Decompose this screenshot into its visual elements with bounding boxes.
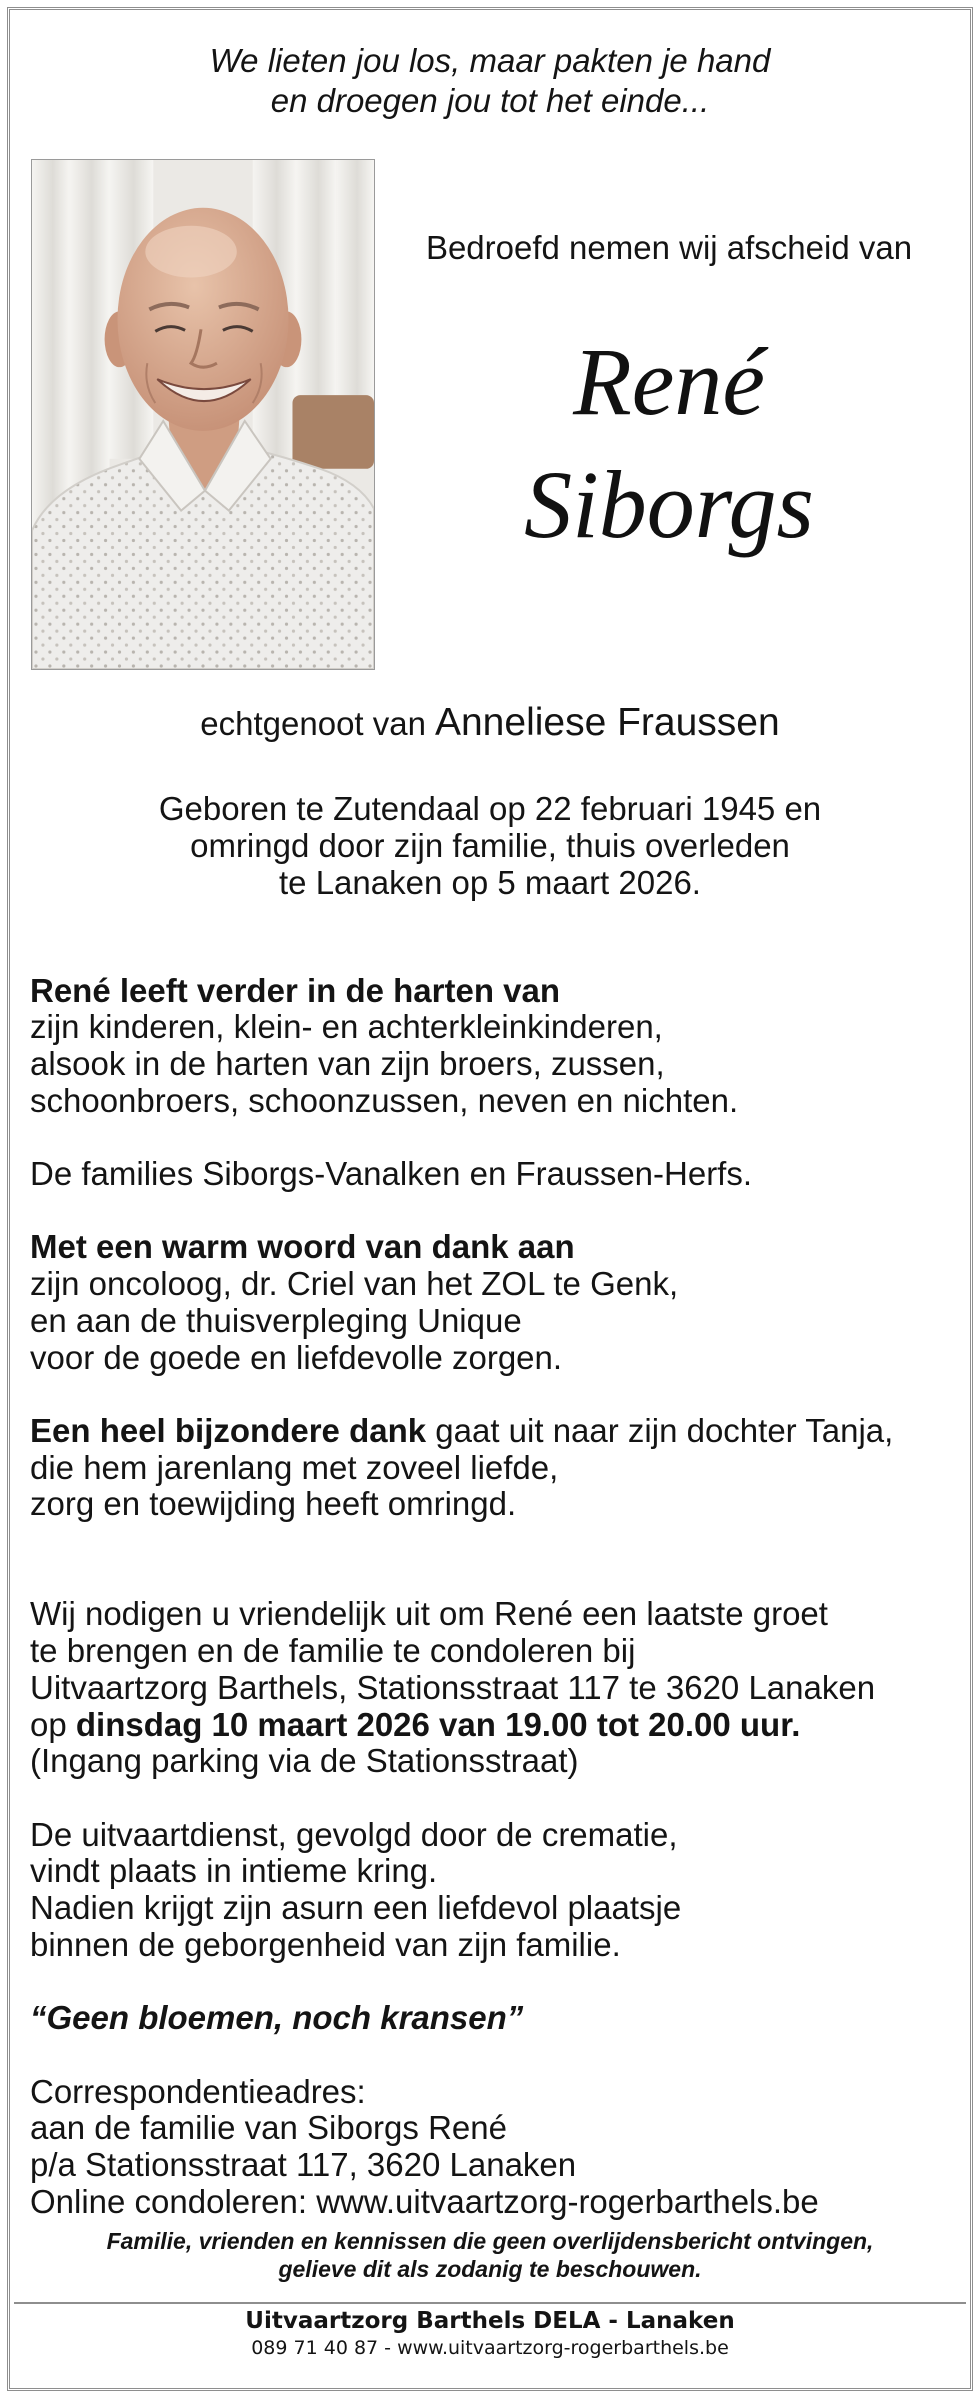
service-line: vindt plaats in intieme kring. xyxy=(30,1852,438,1890)
visitation-time-line xyxy=(30,1707,960,1744)
notice-line: Familie, vrienden en kennissen die geen overlijdensbericht ontvingen, xyxy=(106,2228,874,2254)
portrait-photo xyxy=(31,159,375,670)
chair-back xyxy=(292,395,374,469)
online-condolences-line xyxy=(30,2184,960,2221)
portrait-drawing xyxy=(32,160,374,669)
birth-death-line: te Lanaken op 5 maart 2026. xyxy=(279,864,701,901)
special-thanks-line: die hem jarenlang met zoveel liefde, xyxy=(30,1448,559,1486)
thanks-line: en aan de thuisverpleging Unique xyxy=(30,1301,522,1339)
spouse-line xyxy=(0,701,980,753)
blank-line xyxy=(30,1963,960,2000)
notice-line: gelieve dit als zodanig te beschouwen. xyxy=(278,2256,702,2282)
survivors-line: alsook in de harten van zijn broers, zussen, xyxy=(30,1045,665,1082)
online-condolences-label: Online condoleren: xyxy=(30,2182,308,2220)
visitation-time-prefix: op xyxy=(30,1705,76,1743)
spouse-name: Anneliese Fraussen xyxy=(434,701,780,744)
curtain-fold xyxy=(336,160,374,399)
survivors-line: schoonbroers, schoonzussen, neven en nichten. xyxy=(30,1081,739,1119)
families-line: De families Siborgs-Vanalken en Fraussen-Herfs. xyxy=(30,1155,753,1193)
special-thanks-line xyxy=(30,1413,960,1450)
service-line: binnen de geborgenheid van zijn familie. xyxy=(30,1925,621,1963)
visitation-note: (Ingang parking via de Stationsstraat) xyxy=(30,1742,579,1780)
intro-text: Bedroefd nemen wij afscheid van xyxy=(425,229,913,266)
deceased-first-name: René xyxy=(573,328,765,435)
blank-line xyxy=(30,1780,960,1817)
blank-line xyxy=(30,1119,960,1156)
thanks-heading: Met een warm woord van dank aan xyxy=(30,1228,575,1266)
blank-line xyxy=(30,1560,960,1597)
blank-line xyxy=(30,2037,960,2074)
blank-line xyxy=(30,1193,960,1230)
special-thanks-bold: Een heel bijzondere dank xyxy=(30,1411,427,1449)
birth-death-line: Geboren te Zutendaal op 22 februari 1945 en xyxy=(158,790,822,827)
notice xyxy=(0,2227,980,2283)
thanks-line: zijn oncoloog, dr. Criel van het ZOL te Genk, xyxy=(30,1265,679,1303)
birth-death-info xyxy=(0,790,980,901)
funeral-home-name: Uitvaartzorg Barthels DELA - Lanaken xyxy=(245,2308,735,2334)
online-condolences-url: www.uitvaartzorg-rogerbarthels.be xyxy=(316,2182,819,2220)
deceased-last-name: Siborgs xyxy=(524,451,814,558)
spouse-prefix: echtgenoot van xyxy=(200,705,426,742)
poem-line: en droegen jou tot het einde... xyxy=(270,82,710,119)
survivors-line: zijn kinderen, klein- en achterkleinkinderen, xyxy=(30,1008,663,1046)
service-line: De uitvaartdienst, gevolgd door de crematie, xyxy=(30,1815,678,1853)
visitation-line: Wij nodigen u vriendelijk uit om René een laatste groet xyxy=(30,1595,828,1633)
flowers-request: “Geen bloemen, noch kransen” xyxy=(30,1999,524,2037)
blank-line xyxy=(30,1523,960,1560)
correspondence-label: Correspondentieadres: xyxy=(30,2072,366,2110)
blank-line xyxy=(30,1376,960,1413)
birth-death-line: omringd door zijn familie, thuis overleden xyxy=(190,827,790,864)
visitation-time: dinsdag 10 maart 2026 van 19.00 tot 20.00 uur. xyxy=(75,1705,801,1743)
correspondence-line: p/a Stationsstraat 117, 3620 Lanaken xyxy=(30,2145,577,2183)
footer-divider xyxy=(14,2302,966,2304)
visitation-line: te brengen en de familie te condoleren bij xyxy=(30,1632,636,1670)
footer xyxy=(0,2307,980,2361)
visitation-line: Uitvaartzorg Barthels, Stationsstraat 117 te 3620 Lanaken xyxy=(30,1668,876,1706)
body-text xyxy=(30,973,960,2221)
survivors-heading: René leeft verder in de harten van xyxy=(30,971,561,1009)
special-thanks-rest: gaat uit naar zijn dochter Tanja, xyxy=(426,1411,894,1449)
funeral-home-contact: 089 71 40 87 - www.uitvaartzorg-rogerbarthels.be xyxy=(251,2337,729,2359)
service-line: Nadien krijgt zijn asurn een liefdevol plaatsje xyxy=(30,1889,682,1927)
thanks-line: voor de goede en liefdevolle zorgen. xyxy=(30,1338,563,1376)
curtain-fold xyxy=(296,160,336,399)
correspondence-line: aan de familie van Siborgs René xyxy=(30,2109,507,2147)
poem-line: We lieten jou los, maar pakten je hand xyxy=(209,42,771,79)
special-thanks-line: zorg en toewijding heeft omringd. xyxy=(30,1485,517,1523)
poem xyxy=(0,41,980,121)
head-highlight xyxy=(145,226,236,278)
